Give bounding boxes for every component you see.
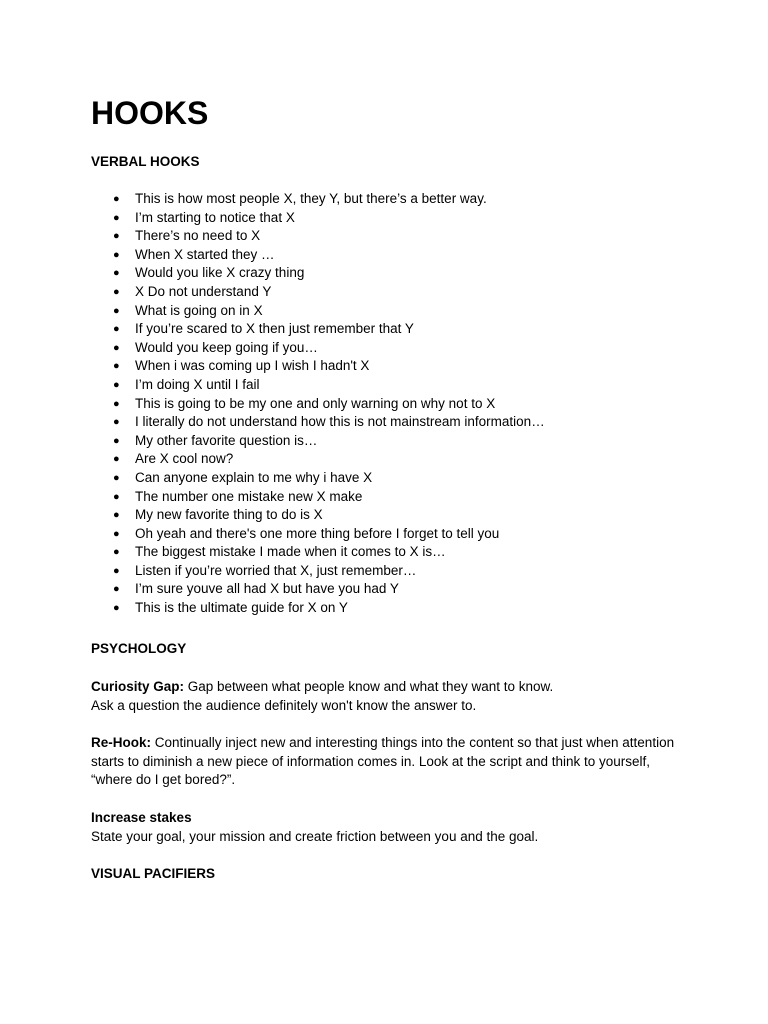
list-item: ● I literally do not understand how this is not mainstream information…	[113, 413, 673, 432]
bullet-icon: ●	[113, 341, 120, 354]
curiosity-gap-paragraph	[91, 678, 676, 715]
list-item: ● My new favorite thing to do is X	[113, 506, 673, 525]
bullet-icon: ●	[113, 248, 120, 261]
list-item: ● When X started they …	[113, 246, 673, 265]
bullet-icon: ●	[113, 527, 120, 540]
verbal-hooks-heading: VERBAL HOOKS	[91, 154, 200, 169]
list-item: ● I’m sure youve all had X but have you had Y	[113, 580, 673, 599]
list-item: ● This is going to be my one and only warning on why not to X	[113, 395, 673, 414]
bullet-icon: ●	[113, 267, 120, 280]
bullet-icon: ●	[113, 434, 120, 447]
list-item: ● Are X cool now?	[113, 450, 673, 469]
document-title: HOOKS	[91, 95, 209, 131]
verbal-hooks-list	[113, 190, 673, 618]
list-item: ● X Do not understand Y	[113, 283, 673, 302]
list-item: ● If you’re scared to X then just remember that Y	[113, 320, 673, 339]
list-item: ● My other favorite question is…	[113, 432, 673, 451]
bullet-icon: ●	[113, 509, 120, 522]
visual-pacifiers-heading: VISUAL PACIFIERS	[91, 866, 216, 881]
list-item: ● This is the ultimate guide for X on Y	[113, 599, 673, 618]
re-hook-text: Continually inject new and interesting things into the content so that just when attention starts to diminish a new piece of information comes in. Look at the script and think to yourself, “where do I get bored?”.	[91, 735, 675, 788]
re-hook-label: Re-Hook:	[91, 735, 151, 750]
list-item: ● The biggest mistake I made when it comes to X is…	[113, 543, 673, 562]
list-item: ● There’s no need to X	[113, 227, 673, 246]
list-item: ● Would you like X crazy thing	[113, 264, 673, 283]
list-item: ● When i was coming up I wish I hadn't X	[113, 357, 673, 376]
curiosity-gap-label: Curiosity Gap:	[91, 679, 185, 694]
bullet-icon: ●	[113, 416, 120, 429]
bullet-icon: ●	[113, 583, 120, 596]
list-item: ● What is going on in X	[113, 302, 673, 321]
list-item: ● This is how most people X, they Y, but there’s a better way.	[113, 190, 673, 209]
bullet-icon: ●	[113, 323, 120, 336]
list-item: ● Oh yeah and there's one more thing before I forget to tell you	[113, 525, 673, 544]
list-item: ● I’m starting to notice that X	[113, 209, 673, 228]
list-item: ● The number one mistake new X make	[113, 488, 673, 507]
list-item: ● Would you keep going if you…	[113, 339, 673, 358]
curiosity-gap-line2: Ask a question the audience definitely won't know the answer to.	[91, 697, 477, 713]
bullet-icon: ●	[113, 397, 120, 410]
increase-stakes-paragraph	[91, 809, 676, 846]
bullet-icon: ●	[113, 378, 120, 391]
increase-stakes-label: Increase stakes	[91, 810, 192, 825]
bullet-icon: ●	[113, 564, 120, 577]
bullet-icon: ●	[113, 360, 120, 373]
bullet-icon: ●	[113, 471, 120, 484]
list-item: ● I’m doing X until I fail	[113, 376, 673, 395]
bullet-icon: ●	[113, 285, 120, 298]
bullet-icon: ●	[113, 193, 120, 205]
bullet-icon: ●	[113, 211, 120, 224]
bullet-icon: ●	[113, 304, 120, 317]
bullet-icon: ●	[113, 602, 120, 615]
bullet-icon: ●	[113, 230, 120, 243]
list-item: ● Listen if you’re worried that X, just remember…	[113, 562, 673, 581]
increase-stakes-text: State your goal, your mission and create friction between you and the goal.	[91, 828, 539, 844]
list-item: ● Can anyone explain to me why i have X	[113, 469, 673, 488]
bullet-icon: ●	[113, 490, 120, 503]
psychology-heading: PSYCHOLOGY	[91, 641, 187, 656]
bullet-icon: ●	[113, 453, 120, 466]
curiosity-gap-text: Gap between what people know and what they want to know.	[184, 679, 554, 694]
re-hook-paragraph	[91, 734, 676, 790]
bullet-icon: ●	[113, 546, 120, 559]
